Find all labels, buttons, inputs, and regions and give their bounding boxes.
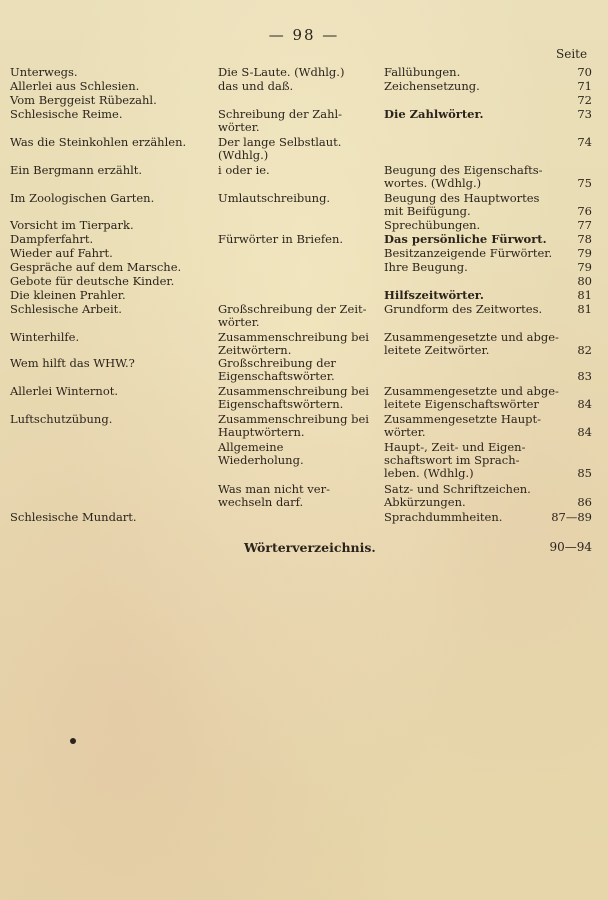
spelling-topic: Was man nicht ver- wechseln darf. — [218, 482, 330, 509]
index-pages: 90—94 — [549, 540, 592, 554]
page-ref: 81 — [577, 302, 592, 316]
grammar-topic: Das persönliche Fürwort. — [384, 232, 547, 246]
page-ref: 71 — [577, 79, 592, 93]
grammar-topic: Fallübungen. — [384, 65, 461, 79]
page-ref: 84 — [577, 397, 592, 411]
lesson-title: Im Zoologischen Garten. — [10, 191, 155, 205]
grammar-topic: Haupt-, Zeit- und Eigen- schaftswort im Sprach- leben. (Wdhlg.) — [384, 440, 526, 480]
spelling-topic: Fürwörter in Briefen. — [218, 232, 344, 246]
lesson-title: Vorsicht im Tierpark. — [10, 218, 134, 232]
grammar-topic: Die Zahlwörter. — [384, 107, 484, 121]
grammar-topic: Besitzanzeigende Fürwörter. — [384, 246, 553, 260]
row-4 — [0, 107, 608, 134]
grammar-topic: Beugung des Eigenschafts- wortes. (Wdhlg.) — [384, 163, 543, 190]
row-21 — [0, 511, 608, 527]
page-ref: 74 — [577, 135, 592, 149]
row-20 — [0, 482, 608, 509]
lesson-title: Vom Berggeist Rübezahl. — [10, 93, 157, 107]
page-ref: 73 — [577, 107, 592, 121]
page-ref: 70 — [577, 65, 592, 79]
row-14 — [0, 302, 608, 329]
lesson-title: Schlesische Mundart. — [10, 510, 137, 524]
row-17 — [0, 384, 608, 411]
lesson-title: Allerlei aus Schlesien. — [10, 79, 140, 93]
row-7 — [0, 191, 608, 218]
spelling-topic: Allgemeine Wiederholung. — [218, 440, 304, 467]
lesson-title: Unterwegs. — [10, 65, 78, 79]
lesson-title: Schlesische Reime. — [10, 107, 123, 121]
spelling-topic: i oder ie. — [218, 163, 270, 177]
page-ref: 78 — [577, 232, 592, 246]
page-ref: 84 — [577, 425, 592, 439]
lesson-title: Schlesische Arbeit. — [10, 302, 122, 316]
spelling-topic: Die S-Laute. (Wdhlg.) — [218, 65, 345, 79]
lesson-title: Wieder auf Fahrt. — [10, 246, 113, 260]
spelling-topic: das und daß. — [218, 79, 294, 93]
row-16 — [0, 356, 608, 383]
row-15 — [0, 330, 608, 357]
page-ref: 79 — [577, 260, 592, 274]
page-ref: 72 — [577, 93, 592, 107]
grammar-topic: Zusammengesetzte und abge- leitete Eigenschaftswörter — [384, 384, 559, 411]
row-18 — [0, 412, 608, 439]
grammar-topic: Grundform des Zeitwortes. — [384, 302, 543, 316]
row-19 — [0, 440, 608, 480]
spelling-topic: Zusammenschreibung bei Eigenschaftswörtern. — [218, 384, 369, 411]
page-number: — 98 — — [268, 26, 340, 44]
grammar-topic: Sprechübungen. — [384, 218, 481, 232]
grammar-topic: Satz- und Schriftzeichen. Abkürzungen. — [384, 482, 531, 509]
seite-label: Seite — [556, 47, 588, 61]
row-6 — [0, 163, 608, 190]
page-ref: 85 — [577, 466, 592, 480]
spelling-topic: Großschreibung der Zeit- wörter. — [218, 302, 367, 329]
grammar-topic: Zusammengesetzte und abge- leitete Zeitwörter. — [384, 330, 559, 357]
page-ref: 76 — [577, 204, 592, 218]
lesson-title: Dampferfahrt. — [10, 232, 94, 246]
page-ref: 81 — [577, 288, 592, 302]
lesson-title: Winterhilfe. — [10, 330, 80, 344]
index-title: Wörterverzeichnis. — [244, 540, 376, 555]
spelling-topic: Großschreibung der Eigenschaftswörter. — [218, 356, 336, 383]
lesson-title: Die kleinen Prahler. — [10, 288, 126, 302]
grammar-topic: Hilfszeitwörter. — [384, 288, 484, 302]
lesson-title: Gebote für deutsche Kinder. — [10, 274, 175, 288]
grammar-topic: Zusammengesetzte Haupt- wörter. — [384, 412, 541, 439]
page-ref: 79 — [577, 246, 592, 260]
page-ref: 75 — [577, 176, 592, 190]
row-5 — [0, 135, 608, 162]
lesson-title: Was die Steinkohlen erzählen. — [10, 135, 187, 149]
ink-spot — [70, 738, 76, 744]
lesson-title: Wem hilft das WHW.? — [10, 356, 135, 370]
spelling-topic: Umlautschreibung. — [218, 191, 331, 205]
grammar-topic: Zeichensetzung. — [384, 79, 480, 93]
spelling-topic: Schreibung der Zahl- wörter. — [218, 107, 343, 134]
page-ref: 83 — [577, 369, 592, 383]
lesson-title: Luftschutzübung. — [10, 412, 113, 426]
spelling-topic: Zusammenschreibung bei Hauptwörtern. — [218, 412, 369, 439]
lesson-title: Ein Bergmann erzählt. — [10, 163, 143, 177]
page-ref: 87—89 — [551, 510, 592, 524]
grammar-topic: Ihre Beugung. — [384, 260, 468, 274]
page-ref: 80 — [577, 274, 592, 288]
lesson-title: Gespräche auf dem Marsche. — [10, 260, 182, 274]
page-ref: 86 — [577, 495, 592, 509]
page-ref: 77 — [577, 218, 592, 232]
grammar-topic: Beugung des Hauptwortes mit Beifügung. — [384, 191, 540, 218]
page-ref: 82 — [577, 343, 592, 357]
spelling-topic: Der lange Selbstlaut. (Wdhlg.) — [218, 135, 342, 162]
lesson-title: Allerlei Winternot. — [10, 384, 119, 398]
grammar-topic: Sprachdummheiten. — [384, 510, 503, 524]
spelling-topic: Zusammenschreibung bei Zeitwörtern. — [218, 330, 369, 357]
